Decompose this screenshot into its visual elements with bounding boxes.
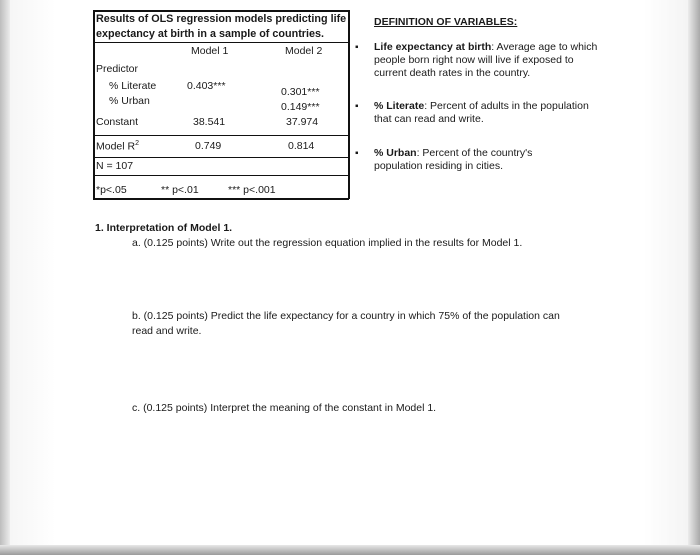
definition-text-line1: : Percent of the country's [416, 147, 533, 159]
table-rule-title [93, 42, 349, 43]
regression-table [93, 10, 349, 199]
definition-body [374, 41, 614, 80]
question-heading: 1. Interpretation of Model 1. [95, 222, 233, 234]
definition-text-line1: : Average age to which [491, 41, 598, 53]
row-literate-label: % Literate [109, 80, 157, 92]
constant-model1: 38.541 [193, 116, 226, 128]
r2-model2: 0.814 [288, 140, 315, 152]
definition-term: % Urban [374, 147, 417, 159]
row-literate-model2: 0.301*** [281, 86, 320, 98]
r2-label-text: Model R [96, 140, 136, 153]
definition-text-line2: that can read and write. [374, 113, 484, 125]
r2-model1: 0.749 [195, 140, 222, 152]
definition-body [374, 147, 614, 173]
column-header-model1: Model 1 [191, 45, 229, 57]
definition-text-line1: : Percent of adults in the population [424, 100, 589, 112]
definition-term: % Literate [374, 100, 425, 112]
bullet-icon: ▪ [355, 148, 359, 159]
constant-label: Constant [96, 116, 139, 128]
r2-label [96, 140, 139, 153]
definition-term: Life expectancy at birth [374, 41, 492, 53]
table-border-right [348, 10, 350, 199]
footnote-p05: *p<.05 [96, 184, 127, 196]
table-border-bottom [93, 198, 349, 200]
table-border-left [93, 10, 95, 199]
row-urban-label: % Urban [109, 95, 150, 107]
table-rule-r2 [93, 157, 349, 158]
footnote-p001: *** p<.001 [228, 184, 276, 196]
definition-text-line3: current death rates in the country. [374, 67, 531, 79]
definition-text-line2: population residing in cities. [374, 160, 503, 172]
table-title-line1: Results of OLS regression models predicting life [96, 13, 347, 25]
table-rule-constant [93, 135, 349, 136]
r2-superscript: 2 [135, 140, 140, 147]
footnote-p01: ** p<.01 [161, 184, 199, 196]
predictor-label: Predictor [96, 63, 139, 75]
definition-text-line2: people born right now will live if exposed to [374, 54, 574, 66]
column-header-model2: Model 2 [285, 45, 323, 57]
constant-model2: 37.974 [286, 116, 319, 128]
page-left-shadow [0, 0, 10, 555]
definition-body [374, 100, 614, 126]
question-b-line1: b. (0.125 points) Predict the life expectancy for a country in which 75% of the population can [132, 310, 560, 322]
question-a: a. (0.125 points) Write out the regression equation implied in the results for Model 1. [132, 237, 523, 249]
definitions-title: DEFINITION OF VARIABLES: [374, 16, 518, 28]
n-label: N = 107 [96, 160, 134, 172]
question-c: c. (0.125 points) Interpret the meaning of the constant in Model 1. [132, 402, 437, 414]
page-bottom-shadow [0, 545, 700, 555]
question-b-line2: read and write. [132, 325, 202, 337]
page-right-shadow [688, 0, 700, 555]
bullet-icon: ▪ [355, 101, 359, 112]
table-border-top [93, 10, 349, 12]
row-urban-model2: 0.149*** [281, 101, 320, 113]
table-rule-n [93, 175, 349, 176]
table-title-line2: expectancy at birth in a sample of countries. [96, 28, 324, 40]
row-literate-model1: 0.403*** [187, 80, 226, 92]
bullet-icon: ▪ [355, 42, 359, 53]
